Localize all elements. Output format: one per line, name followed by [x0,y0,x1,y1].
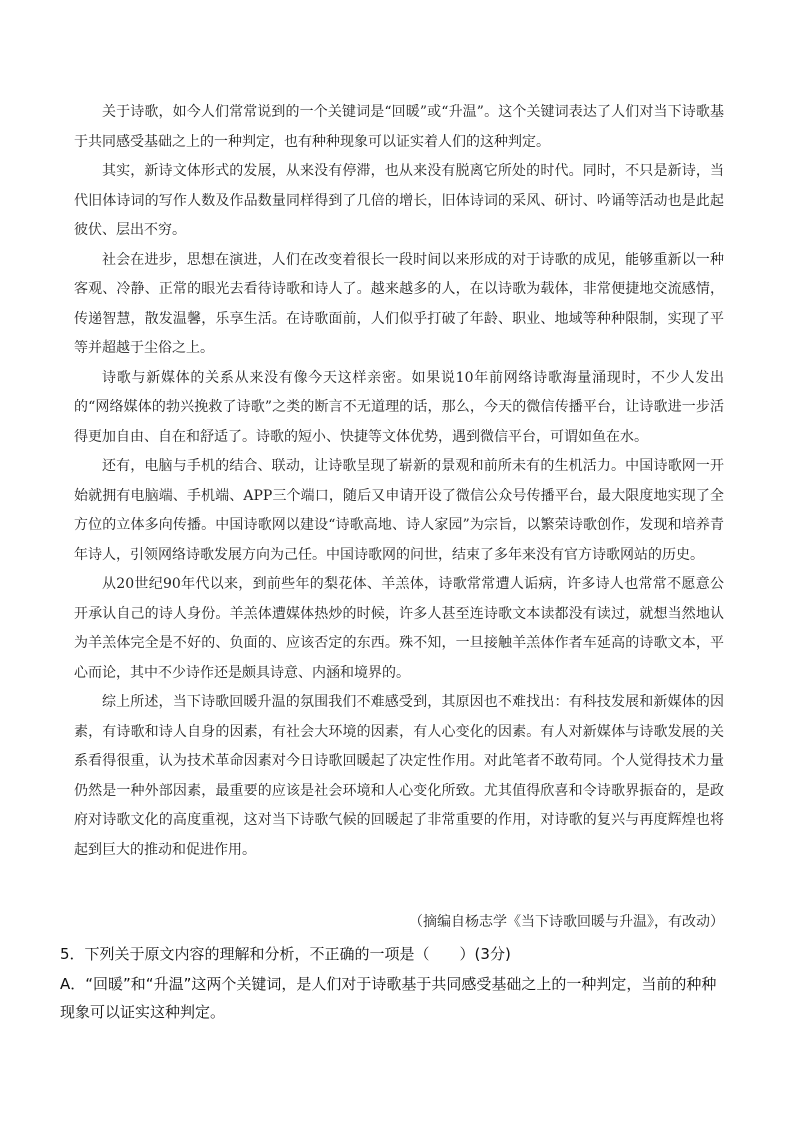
question-option-a[interactable]: A．“回暖”和“升温”这两个关键词，是人们对于诗歌基于共同感受基础之上的一种判定，当前的种种现象可以证实这种判定。 [60,975,717,1021]
source-citation [74,908,724,938]
paragraph-text: 社会在进步，思想在演进，人们在改变着很长一段时间以来形成的对于诗歌的成见，能够重新以一种客观、冷静、正常的眼光去看待诗歌和诗人了。越来越多的人，在以诗歌为载体，非常便捷地交流感情，传递智慧，散发温馨，乐享生活。在诗歌面前，人们似乎打破了年龄、职业、地域等种种限制，实现了平等并超越于尘俗之上。 [74,251,724,356]
article-paragraph-4 [74,364,724,453]
question-block [60,940,730,1026]
article-paragraph-7 [74,688,724,865]
article-paragraph-3 [74,246,724,364]
paragraph-text: 诗歌与新媒体的关系从来没有像今天这样亲密。如果说10年前网络诗歌海量涌现时，不少人发出的“网络媒体的勃兴挽救了诗歌”之类的断言不无道理的话，那么，今天的微信传播平台，让诗歌进一步活得更加自由、自在和舒适了。诗歌的短小、快捷等文体优势，遇到微信平台，可谓如鱼在水。 [74,369,724,445]
article-paragraph-2 [74,157,724,246]
source-text: （摘编自杨志学《当下诗歌回暖与升温》，有改动） [409,914,724,930]
question-stem: 5．下列关于原文内容的理解和分析，不正确的一项是（ ）(3分) [60,945,511,963]
article-body [74,98,724,865]
paragraph-text: 综上所述，当下诗歌回暖升温的氛围我们不难感受到，其原因也不难找出：有科技发展和新媒体的因素，有诗歌和诗人自身的因素，有社会大环境的因素，有人心变化的因素。有人对新媒体与诗歌发展的关系看得很重，认为技术革命因素对今日诗歌回暖起了决定性作用。对此笔者不敢苟同。个人觉得技术力量仍然是一种外部因素，最重要的应该是社会环境和人心变化所致。尤其值得欣喜和令诗歌界振奋的，是政府对诗歌文化的高度重视，这对当下诗歌气候的回暖起了非常重要的作用，对诗歌的复兴与再度辉煌也将起到巨大的推动和促进作用。 [74,694,724,858]
paragraph-text: 关于诗歌，如今人们常常说到的一个关键词是“回暖”或“升温”。这个关键词表达了人们对当下诗歌基于共同感受基础之上的一种判定，也有种种现象可以证实着人们的这种判定。 [74,104,724,150]
paragraph-text: 其实，新诗文体形式的发展，从来没有停滞，也从来没有脱离它所处的时代。同时，不只是新诗，当代旧体诗词的写作人数及作品数量同样得到了几倍的增长，旧体诗词的采风、研讨、吟诵等活动也是此起彼伏、层出不穷。 [74,163,724,238]
article-paragraph-5 [74,452,724,570]
article-paragraph-6 [74,570,724,688]
paragraph-text: 还有，电脑与手机的结合、联动，让诗歌呈现了崭新的景观和前所未有的生机活力。中国诗歌网一开始就拥有电脑端、手机端、APP三个端口，随后又申请开设了微信公众号传播平台，最大限度地实现了全方位的立体多向传播。中国诗歌网以建设“诗歌高地、诗人家园”为宗旨，以繁荣诗歌创作，发现和培养青年诗人，引领网络诗歌发展方向为己任。中国诗歌网的问世，结束了多年来没有官方诗歌网站的历史。 [74,458,724,563]
paragraph-text: 从20世纪90年代以来，到前些年的梨花体、羊羔体，诗歌常常遭人诟病，许多诗人也常常不愿意公开承认自己的诗人身份。羊羔体遭媒体热炒的时候，许多人甚至连诗歌文本读都没有读过，就想当然地认为羊羔体完全是不好的、负面的、应该否定的东西。殊不知，一旦接触羊羔体作者车延高的诗歌文本，平心而论，其中不少诗作还是颇具诗意、内涵和境界的。 [74,576,724,681]
article-paragraph-1 [74,98,724,157]
